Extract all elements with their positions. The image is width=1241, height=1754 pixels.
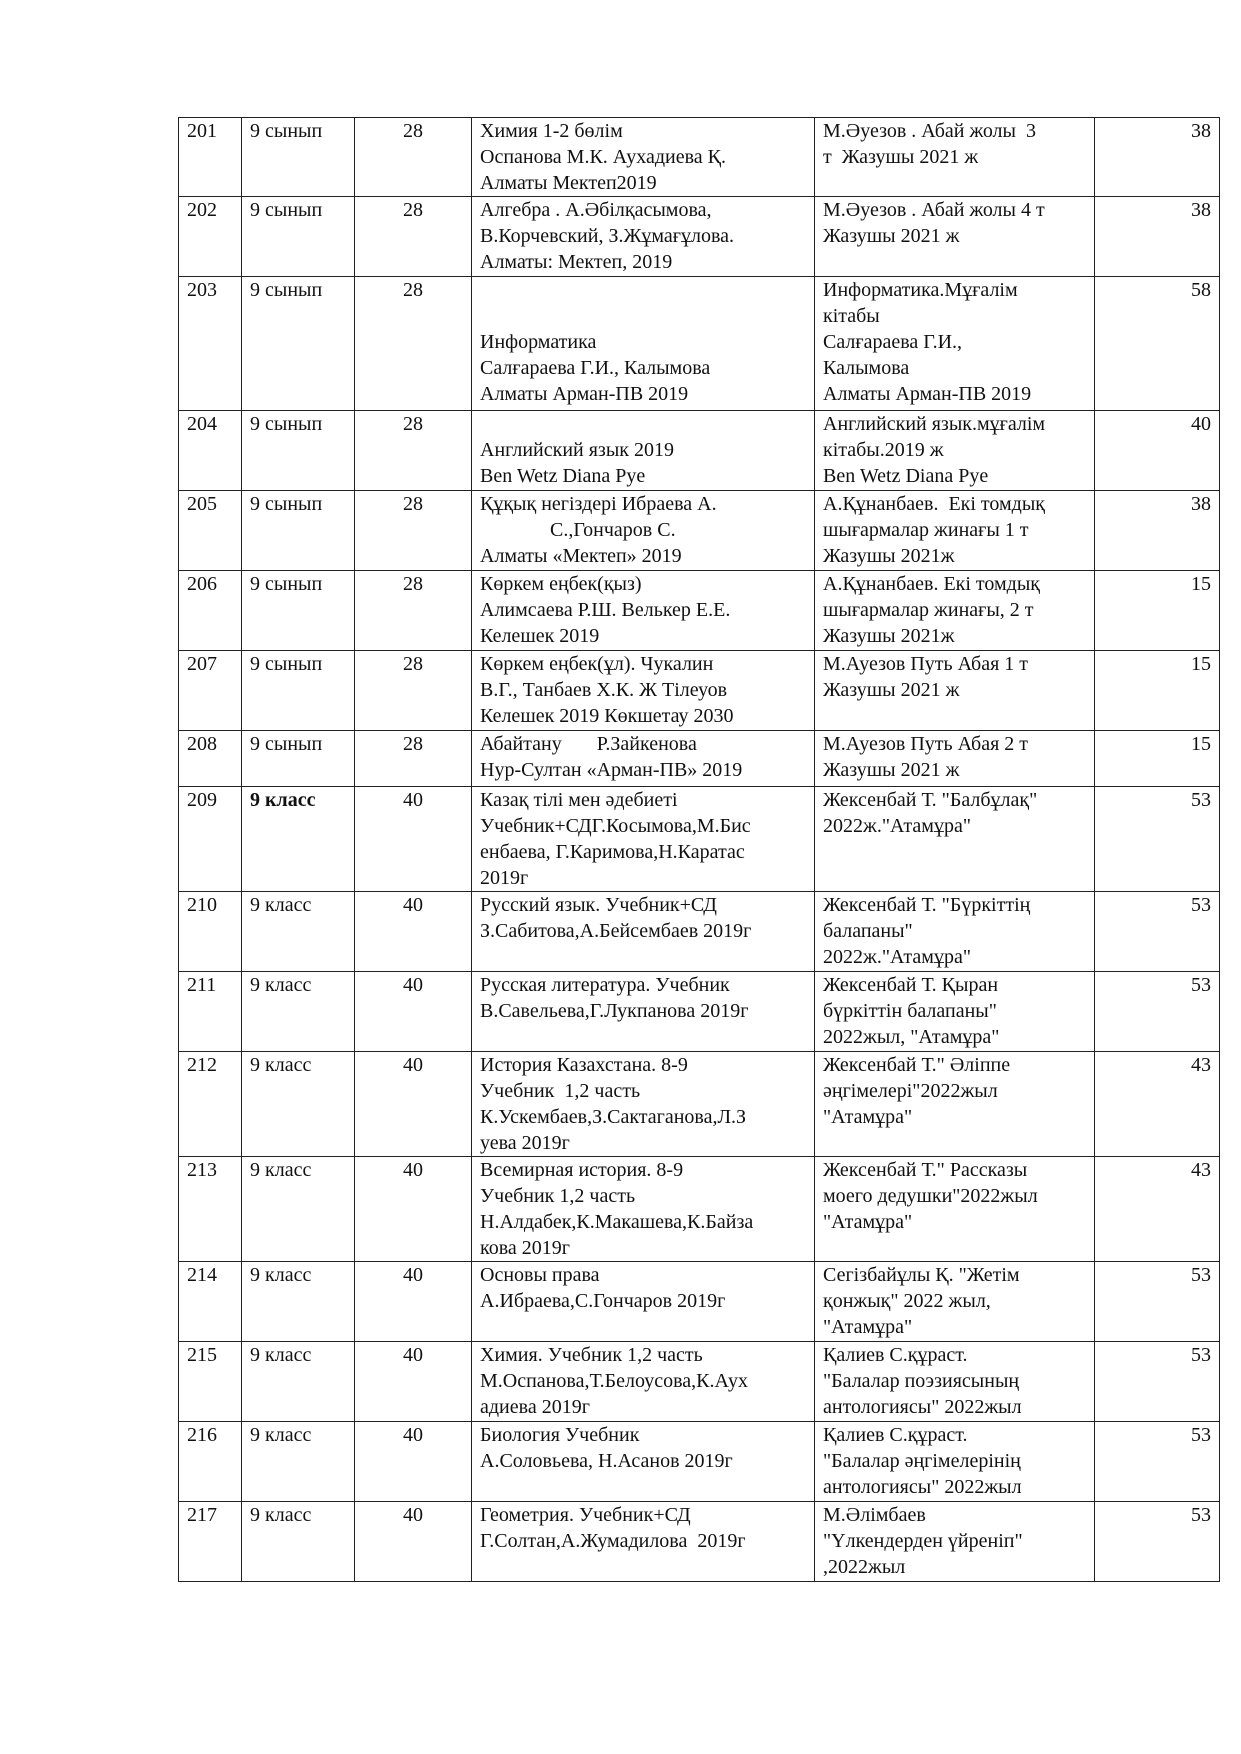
literature-line: Қалиев С.құраст. bbox=[823, 1344, 968, 1366]
textbook-line: Құқық негіздері Ибраева А. bbox=[480, 493, 717, 515]
textbook-cell bbox=[472, 1262, 815, 1342]
row-number: 217 bbox=[179, 1502, 242, 1582]
literature-cell bbox=[815, 277, 1095, 411]
literature-line: Жексенбай Т." Рассказы bbox=[823, 1159, 1028, 1181]
textbook-line: Нур-Султан «Арман-ПВ» 2019 bbox=[480, 759, 743, 781]
literature-line: бүркіттін балапаны" bbox=[823, 1000, 997, 1022]
literature-line: "Балалар әңгімелерінің bbox=[823, 1450, 1021, 1472]
textbook-line: Н.Алдабек,К.Макашева,К.Байза bbox=[480, 1211, 754, 1233]
quantity-cell: 58 bbox=[1095, 277, 1220, 411]
literature-cell bbox=[815, 1262, 1095, 1342]
table-row bbox=[179, 892, 1220, 972]
quantity-cell: 53 bbox=[1095, 1342, 1220, 1422]
grade-cell: 9 сынып bbox=[242, 651, 355, 731]
literature-cell bbox=[815, 1157, 1095, 1262]
textbook-line: 2019г bbox=[480, 867, 529, 889]
grade-cell: 9 класс bbox=[242, 1342, 355, 1422]
quantity-cell: 43 bbox=[1095, 1052, 1220, 1157]
textbook-line: С.,Гончаров С. bbox=[480, 519, 676, 541]
grade-cell: 9 класс bbox=[242, 972, 355, 1052]
table-row bbox=[179, 1052, 1220, 1157]
quantity-cell: 43 bbox=[1095, 1157, 1220, 1262]
textbook-line: Келешек 2019 Көкшетау 2030 bbox=[480, 705, 734, 727]
table-row bbox=[179, 1422, 1220, 1502]
literature-line: Жексенбай Т. "Балбұлақ" bbox=[823, 789, 1038, 811]
literature-line: Жазушы 2021 ж bbox=[823, 225, 960, 247]
textbook-line: Алматы: Мектеп, 2019 bbox=[480, 251, 673, 273]
textbook-line: Абайтану Р.Зайкенова bbox=[480, 733, 697, 755]
literature-line: М.Әлімбаев bbox=[823, 1504, 926, 1526]
quantity-cell: 53 bbox=[1095, 1262, 1220, 1342]
textbook-line: Келешек 2019 bbox=[480, 625, 600, 647]
literature-line: т Жазушы 2021 ж bbox=[823, 146, 979, 168]
student-count: 28 bbox=[355, 491, 472, 571]
textbook-line: В.Г., Танбаев Х.К. Ж Тілеуов bbox=[480, 679, 728, 701]
literature-line: "Атамұра" bbox=[823, 1106, 913, 1128]
textbook-line: Геометрия. Учебник+СД bbox=[480, 1504, 691, 1526]
student-count: 40 bbox=[355, 892, 472, 972]
quantity-cell: 15 bbox=[1095, 651, 1220, 731]
textbook-cell bbox=[472, 491, 815, 571]
literature-line: "Үлкендерден үйреніп" bbox=[823, 1530, 1023, 1552]
row-number: 216 bbox=[179, 1422, 242, 1502]
textbook-cell bbox=[472, 787, 815, 892]
literature-line: М.Ауезов Путь Абая 1 т bbox=[823, 653, 1029, 675]
literature-line: М.Әуезов . Абай жолы 4 т bbox=[823, 199, 1045, 221]
literature-cell bbox=[815, 787, 1095, 892]
table-row bbox=[179, 411, 1220, 491]
textbook-cell bbox=[472, 972, 815, 1052]
textbook-table bbox=[178, 117, 1220, 1582]
grade-cell: 9 сынып bbox=[242, 571, 355, 651]
quantity-cell: 38 bbox=[1095, 118, 1220, 197]
textbook-line bbox=[480, 277, 806, 303]
quantity-cell: 53 bbox=[1095, 1422, 1220, 1502]
literature-line: Жазушы 2021 ж bbox=[823, 759, 960, 781]
student-count: 40 bbox=[355, 1052, 472, 1157]
literature-line: Калымова bbox=[823, 357, 910, 379]
student-count: 28 bbox=[355, 411, 472, 491]
literature-line: Английский язык.мұғалім bbox=[823, 413, 1046, 435]
textbook-line: Г.Солтан,А.Жумадилова 2019г bbox=[480, 1530, 746, 1552]
table-row bbox=[179, 1342, 1220, 1422]
row-number: 208 bbox=[179, 731, 242, 787]
textbook-cell bbox=[472, 1342, 815, 1422]
student-count: 28 bbox=[355, 277, 472, 411]
literature-cell bbox=[815, 972, 1095, 1052]
student-count: 28 bbox=[355, 731, 472, 787]
quantity-cell: 53 bbox=[1095, 892, 1220, 972]
literature-cell bbox=[815, 892, 1095, 972]
literature-line: әңгімелері"2022жыл bbox=[823, 1080, 998, 1102]
table-row bbox=[179, 197, 1220, 277]
table-row bbox=[179, 972, 1220, 1052]
literature-line: Жазушы 2021 ж bbox=[823, 679, 960, 701]
literature-line: қонжық" 2022 жыл, bbox=[823, 1290, 991, 1312]
textbook-line: К.Ускембаев,З.Сактаганова,Л.З bbox=[480, 1106, 747, 1128]
literature-line: Сегізбайұлы Қ. "Жетім bbox=[823, 1264, 1020, 1286]
row-number: 211 bbox=[179, 972, 242, 1052]
literature-cell bbox=[815, 411, 1095, 491]
table-body bbox=[179, 118, 1220, 1582]
literature-line: Жазушы 2021ж bbox=[823, 545, 955, 567]
literature-cell bbox=[815, 651, 1095, 731]
literature-line: 2022ж."Атамұра" bbox=[823, 815, 971, 837]
quantity-cell: 38 bbox=[1095, 197, 1220, 277]
student-count: 40 bbox=[355, 1422, 472, 1502]
textbook-line: Основы права bbox=[480, 1264, 600, 1286]
row-number: 213 bbox=[179, 1157, 242, 1262]
literature-line: М.Ауезов Путь Абая 2 т bbox=[823, 733, 1029, 755]
literature-line: 2022жыл, "Атамұра" bbox=[823, 1026, 1000, 1048]
literature-line: балапаны" bbox=[823, 920, 913, 942]
textbook-line: А.Соловьева, Н.Асанов 2019г bbox=[480, 1450, 733, 1472]
literature-cell bbox=[815, 1422, 1095, 1502]
table-row bbox=[179, 787, 1220, 892]
textbook-cell bbox=[472, 1052, 815, 1157]
literature-line: Жексенбай Т. "Бүркіттің bbox=[823, 894, 1031, 916]
textbook-line: кова 2019г bbox=[480, 1237, 570, 1259]
textbook-line: Русский язык. Учебник+СД bbox=[480, 894, 717, 916]
student-count: 40 bbox=[355, 1262, 472, 1342]
textbook-line: Всемирная история. 8-9 bbox=[480, 1159, 684, 1181]
literature-line: "Балалар поэзиясының bbox=[823, 1370, 1020, 1392]
textbook-line: Көркем еңбек(ұл). Чукалин bbox=[480, 653, 714, 675]
textbook-line: Учебник+СДГ.Косымова,М.Бис bbox=[480, 815, 751, 837]
literature-line: кітабы.2019 ж bbox=[823, 439, 944, 461]
grade-cell: 9 сынып bbox=[242, 411, 355, 491]
textbook-cell bbox=[472, 1502, 815, 1582]
student-count: 40 bbox=[355, 1342, 472, 1422]
student-count: 40 bbox=[355, 1157, 472, 1262]
literature-line: "Атамұра" bbox=[823, 1316, 913, 1338]
textbook-line: Казақ тілі мен әдебиеті bbox=[480, 789, 678, 811]
textbook-line: Алматы Мектеп2019 bbox=[480, 172, 657, 194]
table-row bbox=[179, 277, 1220, 411]
literature-line: антологиясы" 2022жыл bbox=[823, 1476, 1022, 1498]
textbook-line: Көркем еңбек(қыз) bbox=[480, 573, 642, 595]
row-number: 209 bbox=[179, 787, 242, 892]
textbook-line: Алматы Арман-ПВ 2019 bbox=[480, 383, 689, 405]
literature-line: Ben Wetz Diana Pye bbox=[823, 465, 989, 487]
quantity-cell: 15 bbox=[1095, 731, 1220, 787]
table-row bbox=[179, 118, 1220, 197]
grade-cell: 9 сынып bbox=[242, 118, 355, 197]
textbook-line: Алгебра . А.Әбілқасымова, bbox=[480, 199, 712, 221]
table-row bbox=[179, 651, 1220, 731]
quantity-cell: 38 bbox=[1095, 491, 1220, 571]
row-number: 207 bbox=[179, 651, 242, 731]
textbook-line bbox=[480, 411, 806, 437]
row-number: 202 bbox=[179, 197, 242, 277]
student-count: 28 bbox=[355, 197, 472, 277]
student-count: 40 bbox=[355, 972, 472, 1052]
literature-line: "Атамұра" bbox=[823, 1211, 913, 1233]
row-number: 215 bbox=[179, 1342, 242, 1422]
literature-line: 2022ж."Атамұра" bbox=[823, 946, 971, 968]
textbook-line: уева 2019г bbox=[480, 1132, 570, 1154]
literature-line: антологиясы" 2022жыл bbox=[823, 1396, 1022, 1418]
textbook-line: Салғараева Г.И., Калымова bbox=[480, 357, 711, 379]
literature-line: М.Әуезов . Абай жолы 3 bbox=[823, 120, 1036, 142]
grade-cell: 9 сынып bbox=[242, 731, 355, 787]
textbook-line bbox=[480, 303, 806, 329]
textbook-line: Химия. Учебник 1,2 часть bbox=[480, 1344, 703, 1366]
textbook-line: Английский язык 2019 bbox=[480, 439, 674, 461]
table-row bbox=[179, 731, 1220, 787]
textbook-line: В.Корчевский, З.Жұмағұлова. bbox=[480, 225, 735, 247]
textbook-cell bbox=[472, 1157, 815, 1262]
quantity-cell: 53 bbox=[1095, 972, 1220, 1052]
textbook-cell bbox=[472, 892, 815, 972]
grade-cell: 9 класс bbox=[242, 892, 355, 972]
grade-cell: 9 класс bbox=[242, 1502, 355, 1582]
literature-cell bbox=[815, 491, 1095, 571]
literature-line: Жексенбай Т. Қыран bbox=[823, 974, 999, 996]
row-number: 204 bbox=[179, 411, 242, 491]
textbook-cell bbox=[472, 411, 815, 491]
textbook-line: З.Сабитова,А.Бейсембаев 2019г bbox=[480, 920, 752, 942]
table-row bbox=[179, 491, 1220, 571]
literature-cell bbox=[815, 1502, 1095, 1582]
literature-cell bbox=[815, 1052, 1095, 1157]
textbook-line: История Казахстана. 8-9 bbox=[480, 1054, 688, 1076]
row-number: 210 bbox=[179, 892, 242, 972]
student-count: 40 bbox=[355, 787, 472, 892]
textbook-cell bbox=[472, 731, 815, 787]
textbook-line: А.Ибраева,С.Гончаров 2019г bbox=[480, 1290, 726, 1312]
textbook-cell bbox=[472, 277, 815, 411]
textbook-line: адиева 2019г bbox=[480, 1396, 590, 1418]
row-number: 205 bbox=[179, 491, 242, 571]
textbook-line: Учебник 1,2 часть bbox=[480, 1185, 636, 1207]
textbook-line: Информатика bbox=[480, 331, 597, 353]
textbook-line: енбаева, Г.Каримова,Н.Каратас bbox=[480, 841, 745, 863]
literature-cell bbox=[815, 1342, 1095, 1422]
grade-cell: 9 класс bbox=[242, 1157, 355, 1262]
literature-cell bbox=[815, 731, 1095, 787]
literature-cell bbox=[815, 571, 1095, 651]
grade-cell: 9 сынып bbox=[242, 491, 355, 571]
textbook-cell bbox=[472, 197, 815, 277]
table-row bbox=[179, 1157, 1220, 1262]
grade-cell: 9 класс bbox=[242, 1052, 355, 1157]
grade-cell: 9 сынып bbox=[242, 277, 355, 411]
textbook-line: Алматы «Мектеп» 2019 bbox=[480, 545, 682, 567]
textbook-cell bbox=[472, 118, 815, 197]
literature-line: Жазушы 2021ж bbox=[823, 625, 955, 647]
row-number: 201 bbox=[179, 118, 242, 197]
textbook-line: Оспанова М.К. Аухадиева Қ. bbox=[480, 146, 726, 168]
literature-line: ,2022жыл bbox=[823, 1556, 906, 1578]
grade-cell: 9 класс bbox=[242, 1422, 355, 1502]
table-row bbox=[179, 571, 1220, 651]
student-count: 28 bbox=[355, 571, 472, 651]
textbook-line: Ben Wetz Diana Pye bbox=[480, 465, 646, 487]
literature-line: кітабы bbox=[823, 305, 880, 327]
textbook-line: Русская литература. Учебник bbox=[480, 974, 730, 996]
literature-line: А.Құнанбаев. Екі томдық bbox=[823, 573, 1041, 595]
literature-cell bbox=[815, 118, 1095, 197]
student-count: 28 bbox=[355, 118, 472, 197]
grade-cell: 9 класс bbox=[242, 1262, 355, 1342]
student-count: 40 bbox=[355, 1502, 472, 1582]
textbook-line: Химия 1-2 бөлім bbox=[480, 120, 623, 142]
literature-line: шығармалар жинағы 1 т bbox=[823, 519, 1029, 541]
literature-line: моего дедушки"2022жыл bbox=[823, 1185, 1038, 1207]
row-number: 206 bbox=[179, 571, 242, 651]
row-number: 214 bbox=[179, 1262, 242, 1342]
textbook-cell bbox=[472, 571, 815, 651]
grade-cell: 9 сынып bbox=[242, 197, 355, 277]
quantity-cell: 53 bbox=[1095, 1502, 1220, 1582]
row-number: 203 bbox=[179, 277, 242, 411]
textbook-cell bbox=[472, 651, 815, 731]
literature-line: шығармалар жинағы, 2 т bbox=[823, 599, 1034, 621]
textbook-line: Учебник 1,2 часть bbox=[480, 1080, 641, 1102]
student-count: 28 bbox=[355, 651, 472, 731]
literature-line: Қалиев С.құраст. bbox=[823, 1424, 968, 1446]
quantity-cell: 53 bbox=[1095, 787, 1220, 892]
grade-cell: 9 класс bbox=[242, 787, 355, 892]
textbook-line: М.Оспанова,Т.Белоусова,К.Аух bbox=[480, 1370, 748, 1392]
quantity-cell: 40 bbox=[1095, 411, 1220, 491]
textbook-line: В.Савельева,Г.Лукпанова 2019г bbox=[480, 1000, 749, 1022]
row-number: 212 bbox=[179, 1052, 242, 1157]
textbook-cell bbox=[472, 1422, 815, 1502]
textbook-line: Биология Учебник bbox=[480, 1424, 640, 1446]
literature-line: Алматы Арман-ПВ 2019 bbox=[823, 383, 1032, 405]
literature-cell bbox=[815, 197, 1095, 277]
table-row bbox=[179, 1262, 1220, 1342]
literature-line: Информатика.Мұғалім bbox=[823, 279, 1018, 301]
textbook-line: Алимсаева Р.Ш. Велькер Е.Е. bbox=[480, 599, 731, 621]
literature-line: А.Құнанбаев. Екі томдық bbox=[823, 493, 1046, 515]
literature-line: Салғараева Г.И., bbox=[823, 331, 963, 353]
quantity-cell: 15 bbox=[1095, 571, 1220, 651]
literature-line: Жексенбай Т." Әліппе bbox=[823, 1054, 1011, 1076]
table-row bbox=[179, 1502, 1220, 1582]
